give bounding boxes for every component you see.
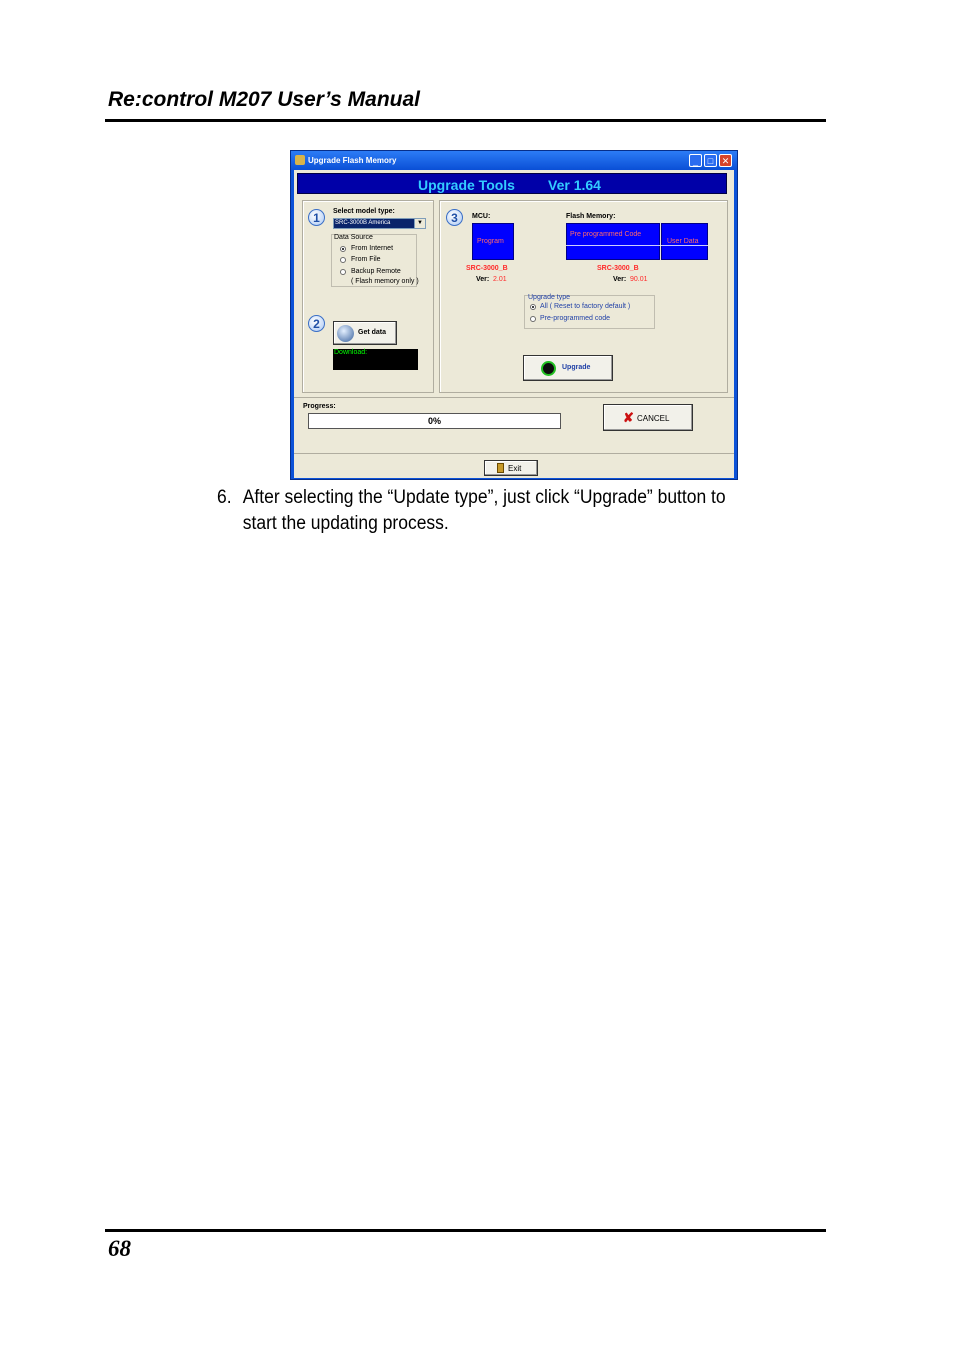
maximize-icon[interactable]: □ [704,154,717,167]
upgrade-icon [541,361,556,376]
step-2-icon: 2 [308,315,325,332]
flash-only-note: ( Flash memory only ) [351,278,419,285]
select-model-label: Select model type: [333,208,395,215]
download-display [333,349,418,370]
dialog-client [294,170,734,478]
cancel-button-label: CANCEL [637,414,670,423]
user-data-box [661,223,708,260]
cancel-button[interactable] [603,404,693,431]
progress-divider-top [294,397,734,398]
upgrade-dialog [290,150,738,480]
backup-remote-radio[interactable] [340,269,346,275]
model-select[interactable] [333,218,426,229]
header-rule [105,119,826,122]
step-number: 6. [217,487,232,508]
upgrade-preprogrammed-radio[interactable] [530,316,536,322]
backup-remote-label: Backup Remote [351,268,401,275]
footer-rule [105,1229,826,1232]
get-data-label: Get data [358,329,387,336]
mcu-version: 2.01 [493,276,507,283]
globe-icon [337,325,354,342]
app-icon [295,155,305,165]
page-number: 68 [108,1236,131,1261]
dialog-titlebar[interactable] [291,151,737,170]
upgrade-all-radio[interactable] [530,304,536,310]
download-label: Download: [334,349,368,356]
mcu-ver-label: Ver: [476,276,490,283]
chevron-down-icon[interactable]: ▼ [414,219,425,228]
from-file-label: From File [351,256,381,263]
data-source-group [331,234,417,287]
upgrade-all-label: All ( Reset to factory default ) [540,303,631,310]
step-3-icon: 3 [446,209,463,226]
memory-panel [439,200,728,393]
tools-banner [297,173,727,194]
flash-model: SRC-3000_B [597,265,639,272]
user-data-label: User Data [667,238,699,245]
upgrade-type-group [524,295,655,329]
from-internet-radio[interactable] [340,246,346,252]
page-header: Re:control M207 User’s Manual [108,88,420,111]
memory-divider [566,245,708,246]
flash-memory-label: Flash Memory: [566,213,616,220]
model-value: SRC-3000B America [334,219,416,228]
close-icon[interactable]: ✕ [719,154,732,167]
get-data-button[interactable] [333,321,397,345]
progress-label: Progress: [303,403,336,410]
upgrade-button-label: Upgrade [562,364,591,371]
preprogrammed-code-box [566,223,660,260]
step-text: After selecting the “Update type”, just click “Upgrade” button to start the updating process. [242,487,726,534]
exit-button[interactable] [484,460,538,476]
flash-version: 90.01 [630,276,648,283]
upgrade-button[interactable] [523,355,613,381]
exit-divider [294,453,734,454]
mcu-program-box [472,223,514,260]
upgrade-type-label: Upgrade type [528,294,571,301]
dialog-title: Upgrade Flash Memory [308,156,397,165]
progress-bar [308,413,561,429]
program-label: Program [477,238,504,245]
source-panel [302,200,434,393]
from-internet-label: From Internet [351,245,394,252]
mcu-label: MCU: [472,213,491,220]
minimize-icon[interactable]: _ [689,154,702,167]
flash-ver-label: Ver: [613,276,627,283]
step-1-icon: 1 [308,209,325,226]
exit-door-icon [497,463,504,473]
exit-button-label: Exit [508,464,522,473]
mcu-model: SRC-3000_B [466,265,508,272]
data-source-label: Data Source [334,234,373,241]
banner-version: Ver 1.64 [548,177,601,193]
cancel-x-icon: ✘ [623,410,634,425]
preprogrammed-label: Pre programmed Code [570,231,642,238]
from-file-radio[interactable] [340,257,346,263]
upgrade-preprogrammed-label: Pre-programmed code [540,315,611,322]
progress-text: 0% [427,416,441,426]
banner-title: Upgrade Tools [418,177,515,193]
